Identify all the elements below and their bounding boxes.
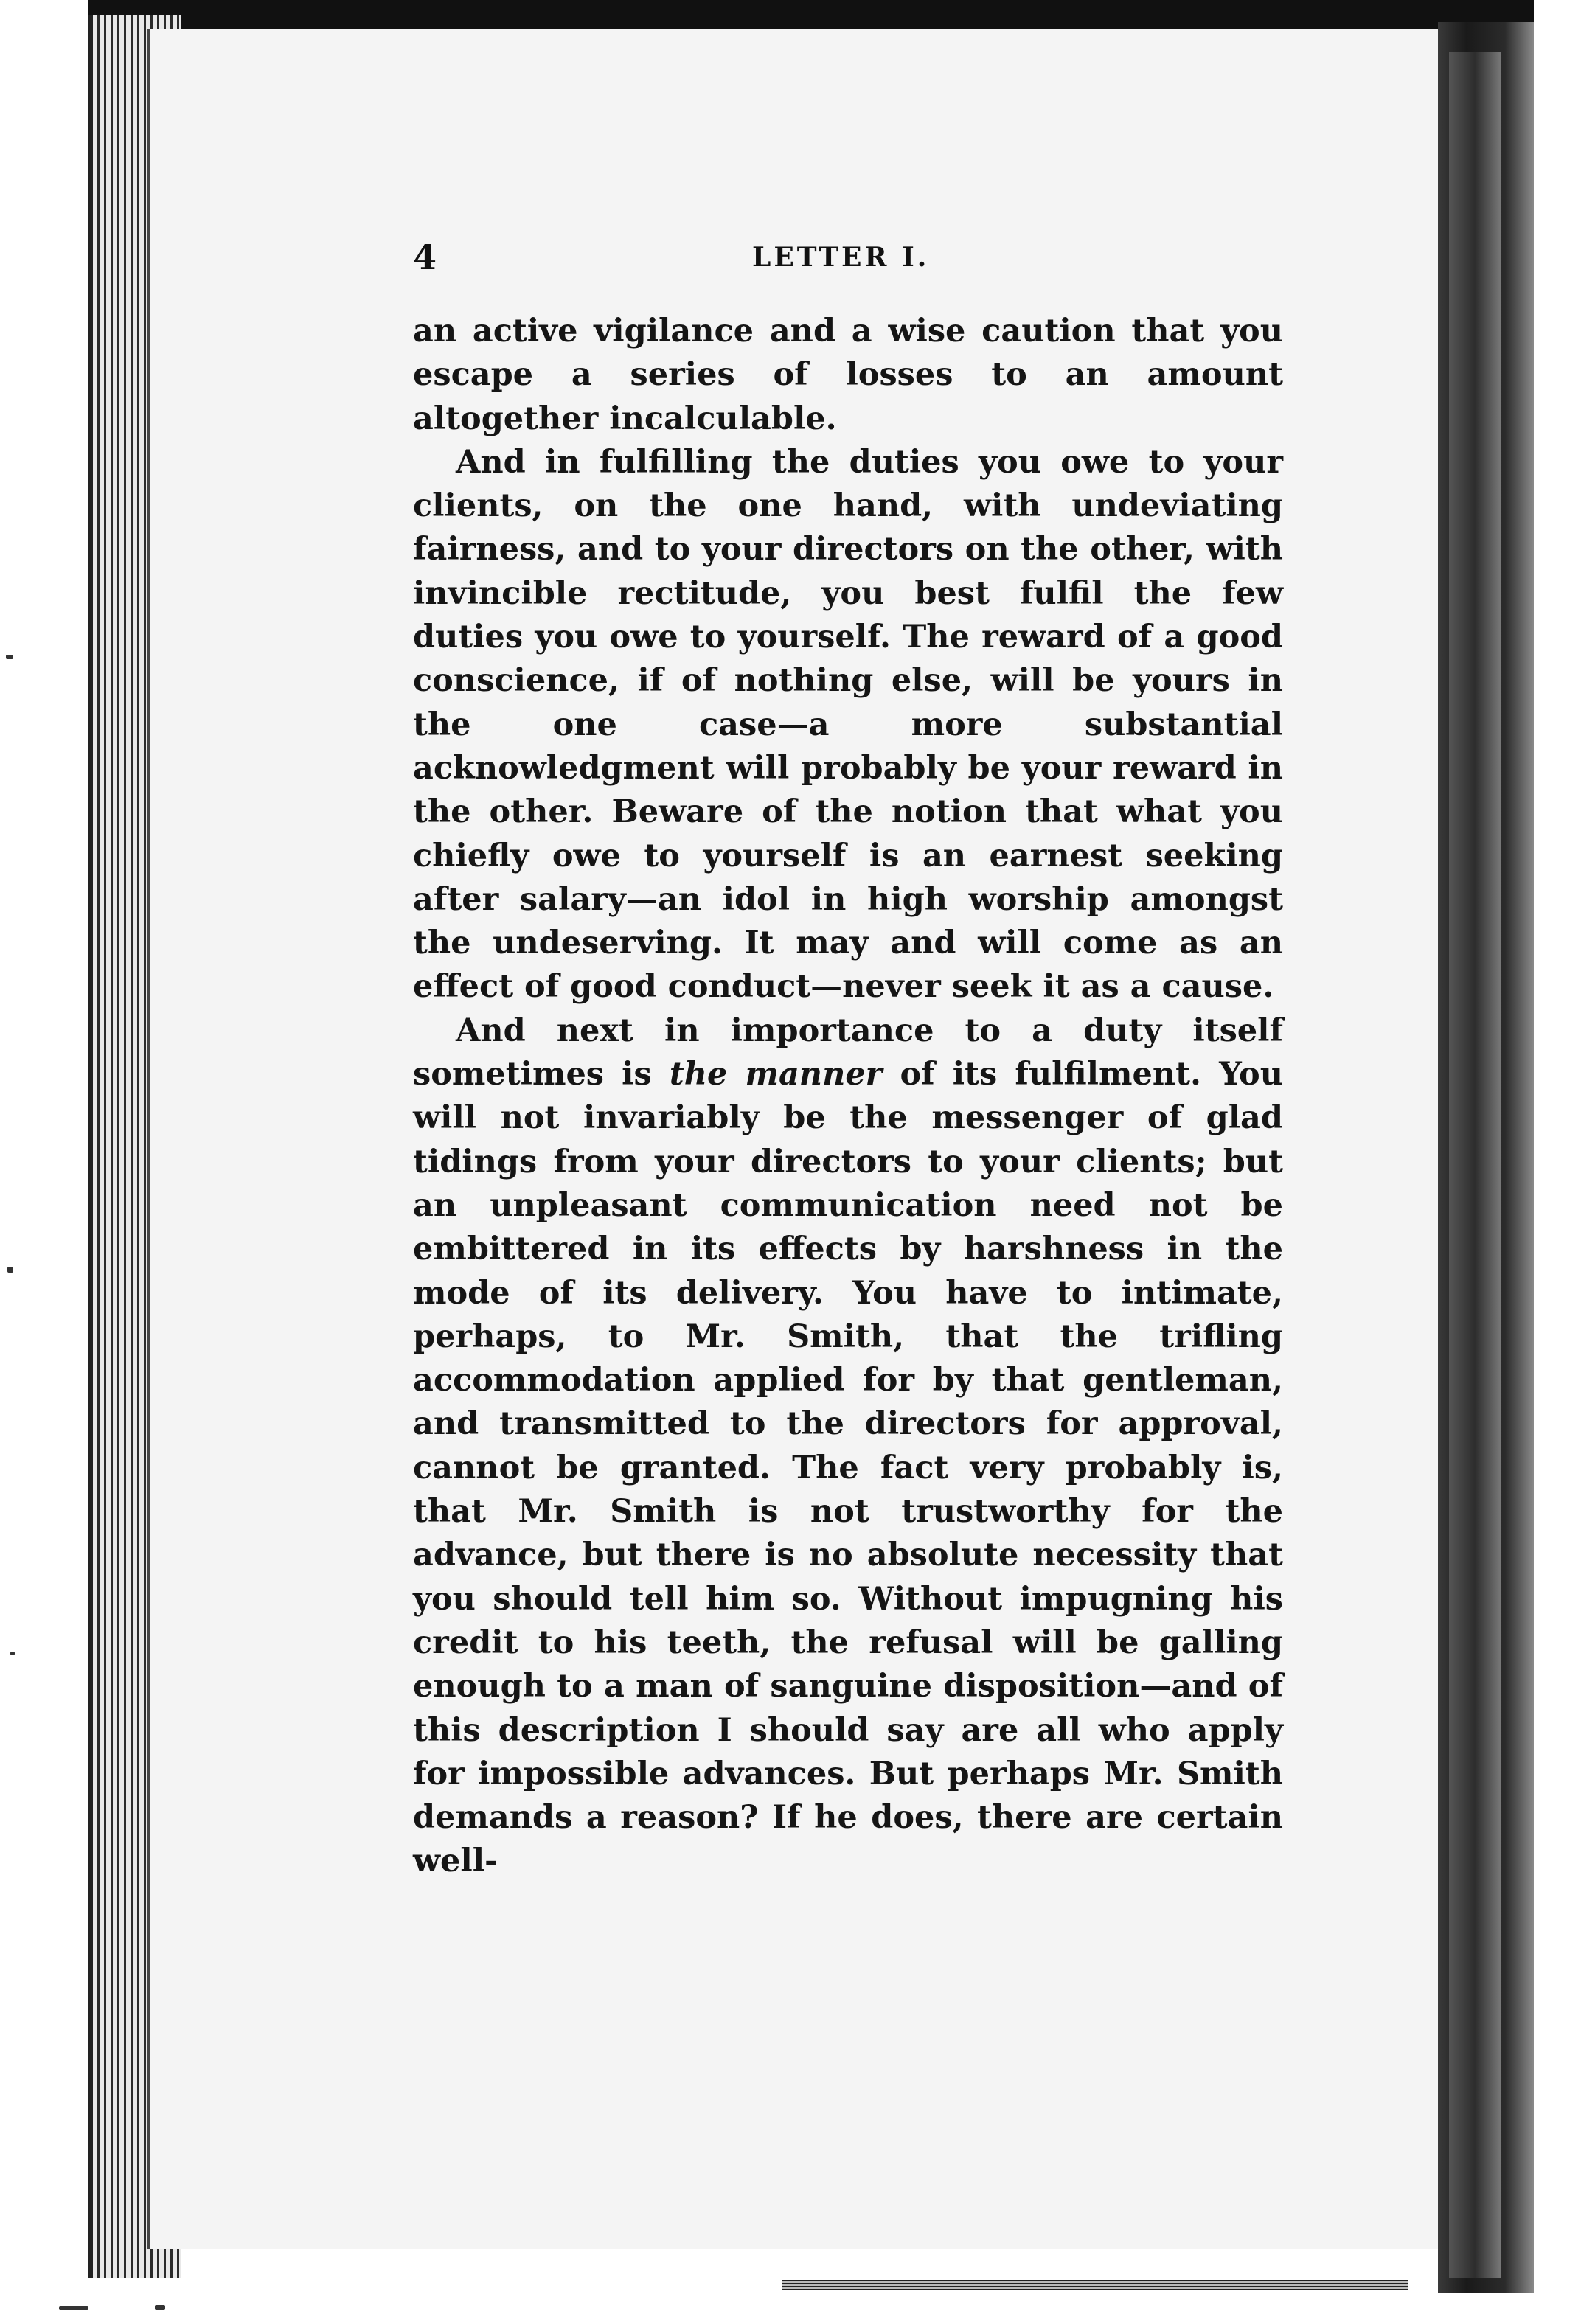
paragraph-3-rest: of its fulfilment. You will not invariably be the messenger of glad tidings from your directors to your clients; but an unpleasant communication need not be embittered in its effects by harshness in the mode of its delivery. You have to intimate, perhaps, to Mr. Smith, that the trifling accommodation applied for by that gentleman, and transmitted to the directors for approval, cannot be granted. The fact very probably is, that Mr. Smith is not trustworthy for the advance, but there is no absolute necessity that you should tell him so. Without impugning his credit to his teeth, the refusal will be galling enough to a man of sanguine disposition—and of this description I should say are all who apply for impossible advances. But perhaps Mr. Smith demands a reason? If he does, there are certain well-	[413, 1056, 1284, 1880]
scan-speck	[7, 1267, 13, 1273]
paragraph-3-italic: the manner	[669, 1056, 883, 1093]
scan-speck	[6, 655, 13, 659]
running-head: LETTER I.	[752, 242, 930, 273]
paragraph-1: an active vigilance and a wise caution that you escape a series of losses to an amount altogether incalculable.	[413, 313, 1283, 437]
paragraph-2: And in fulfilling the duties you owe to your clients, on the one hand, with undeviating fairness, and to your directors on the other, with invincible rectitude, you best fulfil the few duties you owe to yourself. The reward of a good conscience, if of nothing else, will be yours in the one case—a more substantial acknowledgment will probably be your reward in the other. Beware of the notion that what you chiefly owe to yourself is an earnest seeking after salary—an idol in high worship amongst the undeserving. It may and will come as an effect of good conduct—never seek it as a cause.	[413, 443, 1283, 1006]
page-number: 4	[413, 237, 437, 277]
scan-speck	[59, 2306, 88, 2310]
paragraph-3-start: And next in importance to a duty itself sometimes is	[413, 1012, 1283, 1093]
page-header	[413, 237, 1313, 282]
scan-bottom-edge	[782, 2280, 1408, 2290]
body-text	[413, 310, 1283, 1884]
scan-top-edge	[88, 0, 1534, 29]
scan-speck	[155, 2305, 165, 2310]
paragraph-3	[413, 1009, 1283, 1884]
book-spine-inner	[1449, 52, 1501, 2278]
scan-speck	[10, 1652, 15, 1655]
